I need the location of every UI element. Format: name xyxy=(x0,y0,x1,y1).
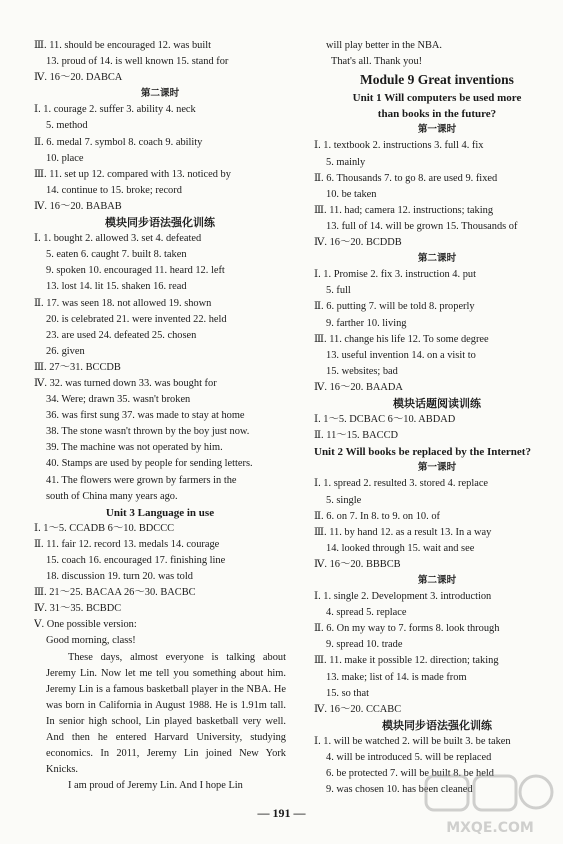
answer-line: Ⅰ. 1～5. CCADB 6～10. BDCCC xyxy=(34,522,175,534)
answer-line: Ⅱ. 6. medal 7. symbol 8. coach 9. ability xyxy=(34,136,203,148)
section-heading: 模块同步语法强化训练 xyxy=(105,217,215,230)
answer-line: 9. spread 10. trade xyxy=(326,639,403,651)
lesson-heading: 第一课时 xyxy=(417,124,457,136)
answer-line: 14. looked through 15. wait and see xyxy=(326,542,475,554)
answer-line: Ⅰ. 1. single 2. Development 3. introduction xyxy=(314,591,492,603)
answer-line: 9. farther 10. living xyxy=(326,317,407,329)
answer-line: 13. full of 14. will be grown 15. Thousands of xyxy=(326,220,518,232)
answer-line: south of China many years ago. xyxy=(46,490,178,502)
answer-line: 20. is celebrated 21. were invented 22. held xyxy=(46,313,227,325)
answer-line: Ⅲ. 11. set up 12. compared with 13. noticed by xyxy=(34,168,231,180)
answer-line: 4. spread 5. replace xyxy=(326,607,407,619)
answer-line: Ⅱ. 17. was seen 18. not allowed 19. shown xyxy=(34,297,212,309)
answer-line: Ⅱ. 6. On my way to 7. forms 8. look through xyxy=(314,623,500,635)
unit-heading: Unit 1 Will computers be used more xyxy=(352,92,522,105)
answer-line: Ⅱ. 6. putting 7. will be told 8. properly xyxy=(314,301,475,313)
answer-line: 13. lost 14. lit 15. shaken 16. read xyxy=(46,281,187,293)
answer-line: Ⅳ. 16～20. BABAB xyxy=(34,200,122,212)
answer-line: Ⅰ. 1. Promise 2. fix 3. instruction 4. put xyxy=(314,269,476,281)
answer-line: 15. so that xyxy=(326,687,370,699)
answer-line: 5. single xyxy=(326,494,362,506)
unit-heading: than books in the future? xyxy=(377,108,497,121)
watermark-logo xyxy=(420,770,560,840)
answer-line: 13. make; list of 14. is made from xyxy=(326,671,467,683)
answer-line: 38. The stone wasn't thrown by the boy just now. xyxy=(46,426,250,438)
answer-line: 36. was first sung 37. was made to stay at home xyxy=(46,410,245,422)
answer-line: Ⅰ. 1. textbook 2. instructions 3. full 4. fix xyxy=(314,140,484,152)
answer-line: 23. are used 24. defeated 25. chosen xyxy=(46,329,197,341)
answer-line: 5. mainly xyxy=(326,156,366,168)
lesson-heading: 第二课时 xyxy=(417,575,457,586)
answer-line: Ⅰ. 1. spread 2. resulted 3. stored 4. replace xyxy=(314,478,489,490)
answer-line: 13. useful invention 14. on a visit to xyxy=(326,349,476,361)
answer-line: Ⅴ. One possible version: xyxy=(34,619,137,631)
answer-line: 34. Were; drawn 35. wasn't broken xyxy=(46,394,191,406)
answer-line: 41. The flowers were grown by farmers in the xyxy=(46,474,237,486)
answer-line: Ⅱ. 6. on 7. In 8. to 9. on 10. of xyxy=(314,510,440,522)
answer-line: Ⅳ. 16～20. BCDDB xyxy=(314,237,402,249)
lesson-heading: 第二课时 xyxy=(417,253,457,265)
answer-line: 18. discussion 19. turn 20. was told xyxy=(46,571,193,583)
answer-line: Ⅳ. 31～35. BCBDC xyxy=(34,603,122,615)
answer-line: 5. method xyxy=(46,120,88,132)
answer-line: 5. eaten 6. caught 7. built 8. taken xyxy=(46,249,187,261)
answer-line: Ⅲ. 11. change his life 12. To some degree xyxy=(314,333,489,345)
section-heading: 模块同步语法强化训练 xyxy=(382,719,492,732)
answer-line: That's all. Thank you! xyxy=(331,56,423,68)
answer-line: Ⅲ. 11. should be encouraged 12. was built xyxy=(34,40,212,51)
answer-line: Ⅰ. 1. bought 2. allowed 3. set 4. defeated xyxy=(34,233,202,245)
answer-line: Ⅲ. 27～31. BCCDB xyxy=(34,361,121,373)
answer-line: will play better in the NBA. xyxy=(326,40,443,51)
answer-line: Ⅳ. 16～20. CCABC xyxy=(314,703,402,715)
answer-line: 15. coach 16. encouraged 17. finishing line xyxy=(46,555,226,566)
section-heading: 模块话题阅读训练 xyxy=(393,397,481,410)
answer-line: Ⅰ. 1. will be watched 2. will be built 3. be taken xyxy=(314,735,511,747)
answer-line: 10. place xyxy=(46,152,84,164)
essay-paragraph: These days, almost everyone is talking about Jeremy Lin. Now let me tell you something about him. Jeremy Lin is a famous basketball player in the NBA. He was born in California in August 1988. He is 1.91m tall. In senior high school, Lin played basketball very well. And then he entered Harvard University, studying economics. In 2011, Jeremy Lin joined New York Knicks. xyxy=(46,651,286,776)
answer-line: Ⅲ. 11. by hand 12. as a result 13. In a way xyxy=(314,526,492,538)
unit-heading: Unit 2 Will books be replaced by the Internet? xyxy=(314,446,531,459)
lesson-heading: 第一课时 xyxy=(417,462,457,474)
answer-line: Ⅱ. 6. Thousands 7. to go 8. are used 9. fixed xyxy=(314,172,498,184)
answer-line: 5. full xyxy=(326,285,351,297)
answer-line: Ⅳ. 16～20. BBBCB xyxy=(314,558,401,570)
right-column xyxy=(314,38,560,798)
answer-line: Ⅰ. 1. courage 2. suffer 3. ability 4. neck xyxy=(34,104,196,116)
answer-line: 13. proud of 14. is well known 15. stand for xyxy=(46,56,229,68)
answer-line: 9. was chosen 10. has been cleaned xyxy=(326,784,473,796)
answer-line: Good morning, class! xyxy=(46,635,136,647)
svg-text:MXQE.COM: MXQE.COM xyxy=(446,820,534,836)
answer-line: Ⅲ. 11. had; camera 12. instructions; taking xyxy=(314,204,494,216)
unit-heading: Unit 3 Language in use xyxy=(105,506,215,519)
answer-line: Ⅱ. 11～15. BACCD xyxy=(314,430,399,442)
answer-line: Ⅳ. 16～20. DABCA xyxy=(34,72,123,84)
answer-line: 9. spoken 10. encouraged 11. heard 12. left xyxy=(46,265,225,277)
answer-line: 40. Stamps are used by people for sending letters. xyxy=(46,458,253,470)
answer-line: Ⅱ. 11. fair 12. record 13. medals 14. courage xyxy=(34,538,220,550)
lesson-heading: 第二课时 xyxy=(140,88,180,100)
answer-line: Ⅳ. 16～20. BAADA xyxy=(314,381,403,393)
answer-line: 4. will be introduced 5. will be replaced xyxy=(326,752,492,764)
answer-line: Ⅳ. 32. was turned down 33. was bought for xyxy=(34,377,217,389)
answer-line: Ⅰ. 1～5. DCBAC 6～10. ABDAD xyxy=(314,414,456,426)
answer-line: 39. The machine was not operated by him. xyxy=(46,442,223,454)
page-number: — 191 — xyxy=(257,806,306,820)
answer-line: 14. continue to 15. broke; record xyxy=(46,184,182,196)
essay-paragraph: I am proud of Jeremy Lin. And I hope Lin xyxy=(68,780,243,792)
answer-line: 26. given xyxy=(46,345,85,357)
left-column xyxy=(34,38,286,794)
answer-line: Ⅲ. 11. make it possible 12. direction; taking xyxy=(314,655,499,667)
module-heading: Module 9 Great inventions xyxy=(360,72,514,88)
answer-line: 6. be protected 7. will be built 8. be held xyxy=(326,768,494,780)
answer-line: Ⅲ. 21～25. BACAA 26～30. BACBC xyxy=(34,587,196,599)
answer-line: 15. websites; bad xyxy=(326,365,398,377)
answer-line: 10. be taken xyxy=(326,188,377,200)
